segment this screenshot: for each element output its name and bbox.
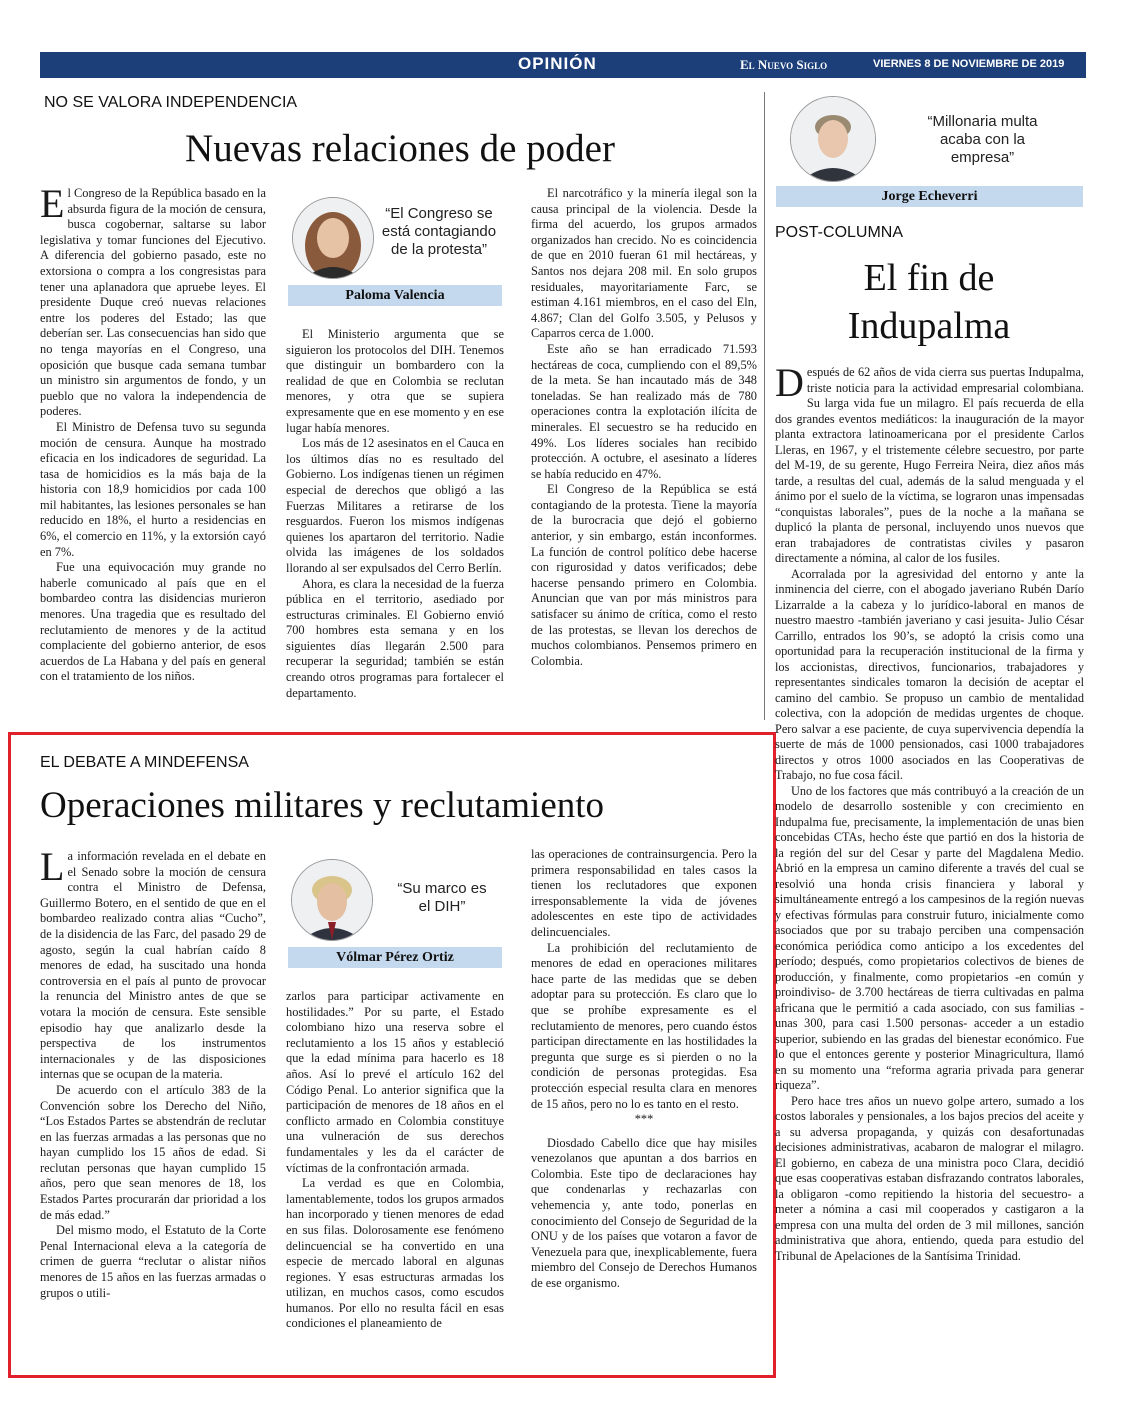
article2-column-3 <box>531 847 757 1292</box>
page-header-bar <box>40 52 1118 78</box>
article3-title-line: Indupalma <box>847 305 1011 347</box>
article1-column-1 <box>40 181 266 685</box>
article1-paragraph: Este año se han erradicado 71.593 hectáreas de coca, cumpliendo con el 89,5% de la meta. Se han incautado más de 348 toneladas. Se han realizado más de 780 operaciones contra la explotación ilícita de minerales. El secuestro se ha reducido en 49%. Los líderes sociales han recibido protección. A octubre, el asesinato a líderes se había reducido en 47%. <box>531 341 757 481</box>
article3-paragraph: Uno de los factores que más contribuyó a la creación de un modelo de desarrollo sostenible y con crecimiento en Indupalma fue, precisamente, la implementación de unas bien concebidas CTAs, hecho éste que partió en dos la historia de la región del sur del Cesar y parte del Magdalena Medio. Abrió en la empresa un camino diferente a través del cual se resolvió una honda crisis financiera y laboral y simultáneamente entregó a los campesinos de la región nuevas y efectivas fórmulas para construir futuro, inicialmente como asociados que por su trabajo perciben una compensación económica periódica como anticipo a los excedentes del período; después, como propietarios colectivos de bienes de producción, y finalmente, como propietarios -en común y proindiviso- de 3.700 hectáreas de tierra cultivadas en palma africana que le permitió a cada asociado, con sus familias -unas 300, para casi 1.500 personas- acceder a un estadio superior, subiendo en las gradas del bienestar económico. Fue lo que el entonces gerente y posterior Minagricultura, llamó en su momento una “reforma agraria privada para generar riqueza”. <box>775 783 1084 1092</box>
article2-paragraph: las operaciones de contrainsurgencia. Pero la primera responsabilidad en tales casos la tienen los reclutadores que exponen irresponsablemente la vida de jóvenes adolescentes en este tipo de actividades delincuenciales. <box>531 847 757 939</box>
drop-cap: L <box>40 844 65 889</box>
article1-paragraph: El narcotráfico y la minería ilegal son la causa principal de la violencia. Desde la firma del acuerdo, los grupos armados organizados han crecido. No es coincidencia de que en 2010 fueran 61 mil hectáreas, y Santos nos dejara 208 mil. En solo grupos residuales, mayoritariamente Farc, se estiman 4.161 miembros, en el caso del Eln, 4.867; Clan del Golfo 3.505, y Pelusos y Caparros cerca de 1.000. <box>531 186 757 341</box>
pull-quote: “Su marco es el DIH” <box>397 880 487 915</box>
drop-cap: E <box>40 181 65 226</box>
author-photo-volmar <box>291 859 373 941</box>
author-photo-paloma <box>292 197 374 279</box>
article2-column-1 <box>40 844 266 1301</box>
article2-column-2 <box>286 989 504 1332</box>
article1-kicker: NO SE VALORA INDEPENDENCIA <box>44 94 298 111</box>
section-separator: *** <box>634 1112 654 1127</box>
section-title: OPINIÓN <box>518 54 597 73</box>
article3-paragraph: Acorralada por la agresividad del entorno y ante la inminencia del cierre, con el abogado javeriano Rubén Darío Lizarralde a la cabeza y lo jurídico-laboral en manos de nuestro maestro -también javeriano y casi jesuita- Julio César Carrillo, entrados los 90’s, se adoptó la crisis como una oportunidad para la recuperación institucional de la firma y los accionistas, directivos, funcionarios, trabajadores y representantes sindicales tomaron la decisión de aceptar el camino del cambio. Se propuso un cambio de mentalidad colectiva, con la adopción de medidas urgentes de choque. Pero salvar a ese paciente, de cuya supervivencia dependía la suerte de más de 1000 pensionados, casi 1000 trabajadores directos y otros 1000 asociados en las Cooperativas de Trabajo, no fue cosa fácil. <box>775 566 1084 782</box>
article1-paragraph: Ahora, es clara la necesidad de la fuerza pública en el territorio, asediado por estructuras criminales. El Gobierno envió 700 hombres esta semana y en los siguientes días llegarán 2.500 para recuperar la seguridad; también se están creando otros programas para fortalecer el departamento. <box>286 576 504 700</box>
article2-title: Operaciones militares y reclutamiento <box>40 785 605 826</box>
article3-title <box>775 254 1083 350</box>
article2-paragraph: La verdad es que en Colombia, lamentablemente, todos los grupos armados han incorporado y tienen menores de edad en sus filas. Dolorosamente ese fenómeno delincuencial se ha convertido en una especie de mercado laboral en algunas regiones. Y esas estructuras armadas los utilizan, en muchos casos, como escudos humanos. Por ello no resulta fácil en esas condiciones el planeamiento de <box>286 1176 504 1331</box>
article1-paragraph: El Ministerio argumenta que se siguieron los protocolos del DIH. Tenemos que distinguir un bombardero con la realidad de que en Colombia se reclutan menores, y otra que se supiera expresamente que en ese momento y en ese lugar había menores. <box>286 327 504 435</box>
article2-paragraph: zarlos para participar activamente en hostilidades.” Por su parte, el Estado colombiano hizo una reserva sobre el reclutamiento a los 15 años y estableció que la edad mínima para hacerlo es 18 años. Así lo prevé el artículo 162 del Código Penal. Lo anterior significa que la participación de menores de 18 años en el conflicto armado en Colombia constituye una vulneración de sus derechos fundamentales y les da el carácter de víctimas de la confrontación armada. <box>286 989 504 1175</box>
article3-column <box>775 360 1084 1264</box>
article2-paragraph: Del mismo modo, el Estatuto de la Corte Penal Internacional eleva a la categoría de crimen de guerra “reclutar o alistar niños menores de 15 años en las fuerzas armadas o grupos o utili- <box>40 1223 266 1300</box>
article2-paragraph: Diosdado Cabello dice que hay misiles venezolanos que apuntan a dos barrios en Colombia. Este tipo de declaraciones hay que condenarlas y rechazarlas con vehemencia y, ante todo, ponerlas en conocimiento del Consejo de Seguridad de la ONU y de los países que votaron a favor de Venezuela para que, inexplicablemente, fuera miembro del Consejo de Derechos Humanos de ese organismo. <box>531 1135 757 1291</box>
article1-paragraph: El Ministro de Defensa tuvo su segunda moción de censura. Aunque ha mostrado eficacia en los indicadores de seguridad. La tasa de homicidios es la más baja de la historia con 18,9 homicidios por cada 100 mil habitantes, las lesiones personales se han reducido en 18%, el hurto a residencias en 6%, el comercio en 11%, y la extorsión cayó en 7%. <box>40 419 266 559</box>
pull-quote: “Millonaria multa acaba con la empresa” <box>927 113 1038 166</box>
author-photo-jorge <box>790 96 876 182</box>
page-number: 9A <box>1096 54 1118 73</box>
pull-quote: “El Congreso se está contagiando de la protesta” <box>381 205 497 258</box>
author-name-bar: Paloma Valencia <box>288 285 502 306</box>
article3-title-line: El fin de <box>863 257 995 299</box>
article3-paragraph: Pero hace tres años un nuevo golpe artero, sumado a los costos laborales y pensionales, a los bajos precios del aceite y a su adversa propaganda, y quizás con desafortunadas decisiones administrativas, acabaron de malograr el milagro. El gobierno, en cabeza de una ministra poco Clara, decidió que esas cooperativas estaban disfrazando contratos laborales, la obligaron -como repitiendo la historia del secuestro- a meter a nómina a casi mil cooperados y castigaron a la empresa con una multa del orden de 3 mil millones, sanción administrativa que ahora, entiendo, queda para estudio del Tribunal de Apelaciones de la Santísima Trinidad. <box>775 1093 1084 1263</box>
article3-kicker: POST-COLUMNA <box>775 224 904 241</box>
article2-paragraph: De acuerdo con el artículo 383 de la Convención sobre los Derecho del Niño, “Los Estados Partes se abstendrán de reclutar en las fuerzas armadas a las personas que no hayan cumplido los 15 años de edad. Si reclutan personas que hayan cumplido 15 años, pero que sean menores de 18, los Estados Partes procurarán dar prioridad a los de más edad.” <box>40 1082 266 1222</box>
author-name-bar: Vólmar Pérez Ortiz <box>288 947 502 968</box>
article3-paragraph: espués de 62 años de vida cierra sus puertas Indupalma, triste noticia para la actividad empresarial colombiana. Su larga vida fue un milagro. El país recuerda de ella dos grandes eventos mediáticos: la inauguración de la mayor planta extractora latinoamericana por el presidente Carlos Lleras, en 1967, y el tristemente célebre secuestro, por parte del M-19, de su gerente, Hugo Ferreira Neira, diez años más tarde, a resultas del cual, además de la salud menguada y el ánimo por el suelo de la víctima, se lograron unas impensadas “conquistas laborales”, pues de la noche a la mañana se duplicó la planta de personal, incluyendo unos nuevos que eran trabajadores de contratistas civiles y pasaron directamente a nómina, al calor de los fusiles. <box>775 365 1084 565</box>
article1-title: Nuevas relaciones de poder <box>185 127 615 170</box>
portrait-icon <box>292 860 372 940</box>
article1-paragraph: l Congreso de la República basado en la absurda figura de la moción de censura, busca cogobernar, saltarse su labor legislativa y tomar funciones del Ejecutivo. A diferencia del gobierno pasado, este no extorsiona o compra a los congresistas para tener una aplanadora que apruebe leyes. El presidente Duque creó nuevas relaciones entre los poderes del Estado; las que deberían ser. Las consecuencias han sido que no tenga mayorías en el Congreso, una oposición que busque cada semana tumbar un ministro sin argumentos de fondo, y un pueblo que no valora la independencia de poderes. <box>40 186 266 419</box>
article1-paragraph: Fue una equivocación muy grande no haberle comunicado al país que en el bombardeo contra las disidencias murieron menores. Una tragedia que es resultado del reclutamiento de menores y de la actitud complaciente del gobierno anterior, de esos acuerdos de La Habana y del país en general con el tratamiento de los niños. <box>40 560 266 684</box>
portrait-icon <box>791 97 875 181</box>
article2-kicker: EL DEBATE A MINDEFENSA <box>40 754 249 771</box>
column-divider <box>764 92 765 720</box>
article2-paragraph: a información revelada en el debate en el Senado sobre la moción de censura contra el Ministro de Defensa, Guillermo Botero, en el sentido de que en el bombardeo realizado contra alias “Cucho”, de la disidencia de las Farc, del pasado 29 de agosto, según la cual habrían caído 8 menores de edad, ha suscitado una honda controversia en el país al punto de provocar la renuncia del Ministro antes de que se votara la moción de censura. Este sensible episodio hay que analizarlo desde la perspectiva de los instrumentos internacionales y de las disposiciones internas que se ocupan de la materia. <box>40 849 266 1082</box>
article1-paragraph: Los más de 12 asesinatos en el Cauca en los últimos días no es resultado del Gobierno. Los indígenas tienen un régimen especial de derechos que obligó a las Fuerzas Militares a retirarse de los resguardos. Fueron los mismos indígenas quienes los apartaron del territorio. Nadie olvida las imágenes de los soldados llorando al ser expulsados del Cerro Berlín. <box>286 436 504 575</box>
newspaper-name: El Nuevo Siglo <box>740 57 828 72</box>
article1-paragraph: El Congreso de la República se está contagiando de la protesta. Tiene la mayoría de la burocracia que dejó el gobierno anterior, y sin embargo, están inconformes. La función de control político debe hacerse con rigurosidad y datos verificados; debe hacerse pensando primero en Colombia. Anuncian que van por más ministros para satisfacer su ánimo de crítica, como el resto de las protestas, se llevan los derechos de muchos colombianos. Pensemos primero en Colombia. <box>531 482 757 668</box>
article1-column-3 <box>531 186 757 669</box>
drop-cap: D <box>775 360 804 405</box>
article1-column-2 <box>286 327 504 701</box>
article2-paragraph: La prohibición del reclutamiento de menores de edad en operaciones militares hace parte de las medidas que se deben adoptar para su protección. Es claro que lo que se prohíbe expresamente es el reclutamiento de menores, pero cuando éstos participan directamente en las hostilidades la pregunta que surge es si pierden o no la condición de personas protegidas. Esa protección especial resulta clara en menores de 15 años, pero no lo es tanto en el resto. <box>531 940 757 1111</box>
portrait-icon <box>293 198 373 278</box>
issue-date: VIERNES 8 DE NOVIEMBRE DE 2019 <box>873 58 1065 70</box>
author-name-bar: Jorge Echeverri <box>776 186 1083 207</box>
